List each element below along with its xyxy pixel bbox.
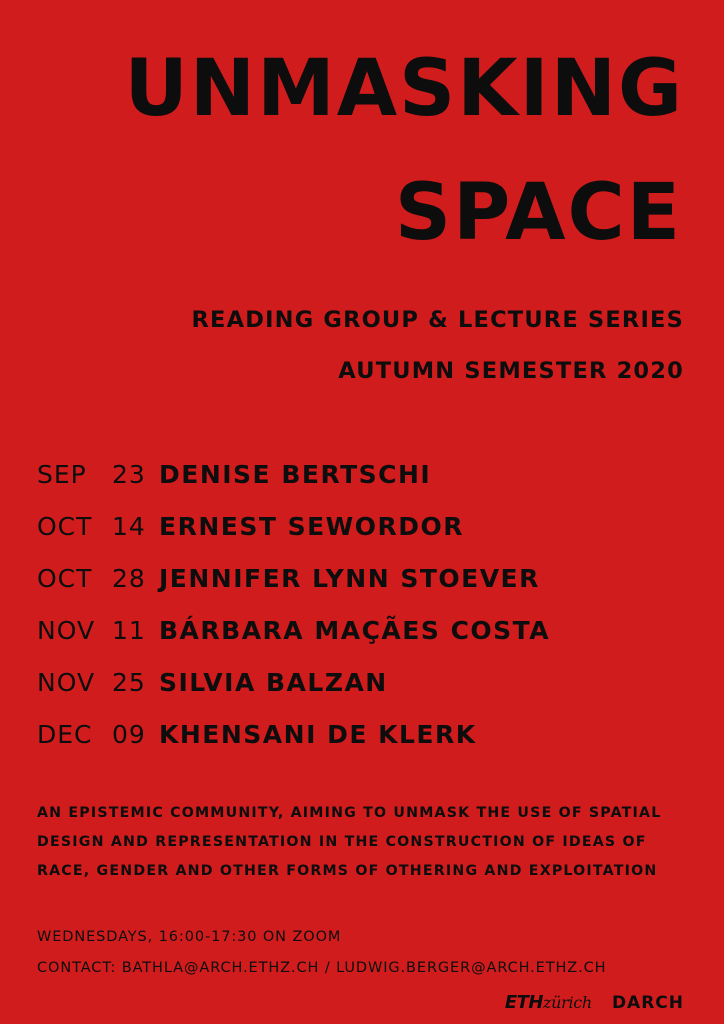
schedule-speaker: DENISE BERTSCHI: [159, 460, 432, 489]
schedule-month: NOV: [37, 616, 96, 645]
darch-logo: DARCH: [611, 993, 684, 1013]
schedule-month: SEP: [37, 460, 87, 489]
schedule-row: [37, 512, 697, 564]
schedule-speaker: SILVIA BALZAN: [159, 668, 388, 697]
schedule-day: 09: [112, 720, 146, 749]
contact-info: CONTACT: BATHLA@ARCH.ETHZ.CH / LUDWIG.BERGER@ARCH.ETHZ.CH: [37, 960, 607, 976]
schedule-speaker: ERNEST SEWORDOR: [159, 512, 465, 541]
title-line-1: UNMASKING: [124, 44, 684, 134]
schedule-day: 23: [112, 460, 146, 489]
lecture-schedule: [37, 460, 697, 772]
description-line: RACE, GENDER AND OTHER FORMS OF OTHERING AND EXPLOITATION: [37, 863, 658, 879]
subtitle-semester: AUTUMN SEMESTER 2020: [338, 358, 684, 384]
schedule-month: OCT: [37, 512, 93, 541]
schedule-row: [37, 668, 697, 720]
schedule-info: WEDNESDAYS, 16:00-17:30 ON ZOOM: [37, 929, 342, 945]
schedule-row: [37, 720, 697, 772]
schedule-day: 25: [112, 668, 146, 697]
schedule-row: [37, 616, 697, 668]
schedule-row: [37, 460, 697, 512]
schedule-day: 11: [112, 616, 146, 645]
description-line: AN EPISTEMIC COMMUNITY, AIMING TO UNMASK THE USE OF SPATIAL: [37, 805, 662, 821]
eth-logo-bold: ETH: [504, 992, 543, 1013]
schedule-day: 28: [112, 564, 146, 593]
schedule-speaker: KHENSANI DE KLERK: [159, 720, 477, 749]
subtitle-series: READING GROUP & LECTURE SERIES: [191, 307, 684, 333]
schedule-row: [37, 564, 697, 616]
schedule-month: NOV: [37, 668, 96, 697]
schedule-speaker: BÁRBARA MAÇÃES COSTA: [159, 616, 551, 645]
description-line: DESIGN AND REPRESENTATION IN THE CONSTRUCTION OF IDEAS OF: [37, 834, 647, 850]
schedule-month: OCT: [37, 564, 93, 593]
event-info: [37, 922, 606, 984]
schedule-speaker: JENNIFER LYNN STOEVER: [159, 564, 540, 593]
schedule-day: 14: [112, 512, 146, 541]
eth-logo-light: zürich: [542, 993, 592, 1012]
title-line-2: SPACE: [394, 168, 682, 258]
footer-logos: [505, 992, 684, 1014]
schedule-month: DEC: [37, 720, 93, 749]
eth-zurich-logo: [505, 994, 592, 1012]
series-description: [37, 799, 697, 886]
